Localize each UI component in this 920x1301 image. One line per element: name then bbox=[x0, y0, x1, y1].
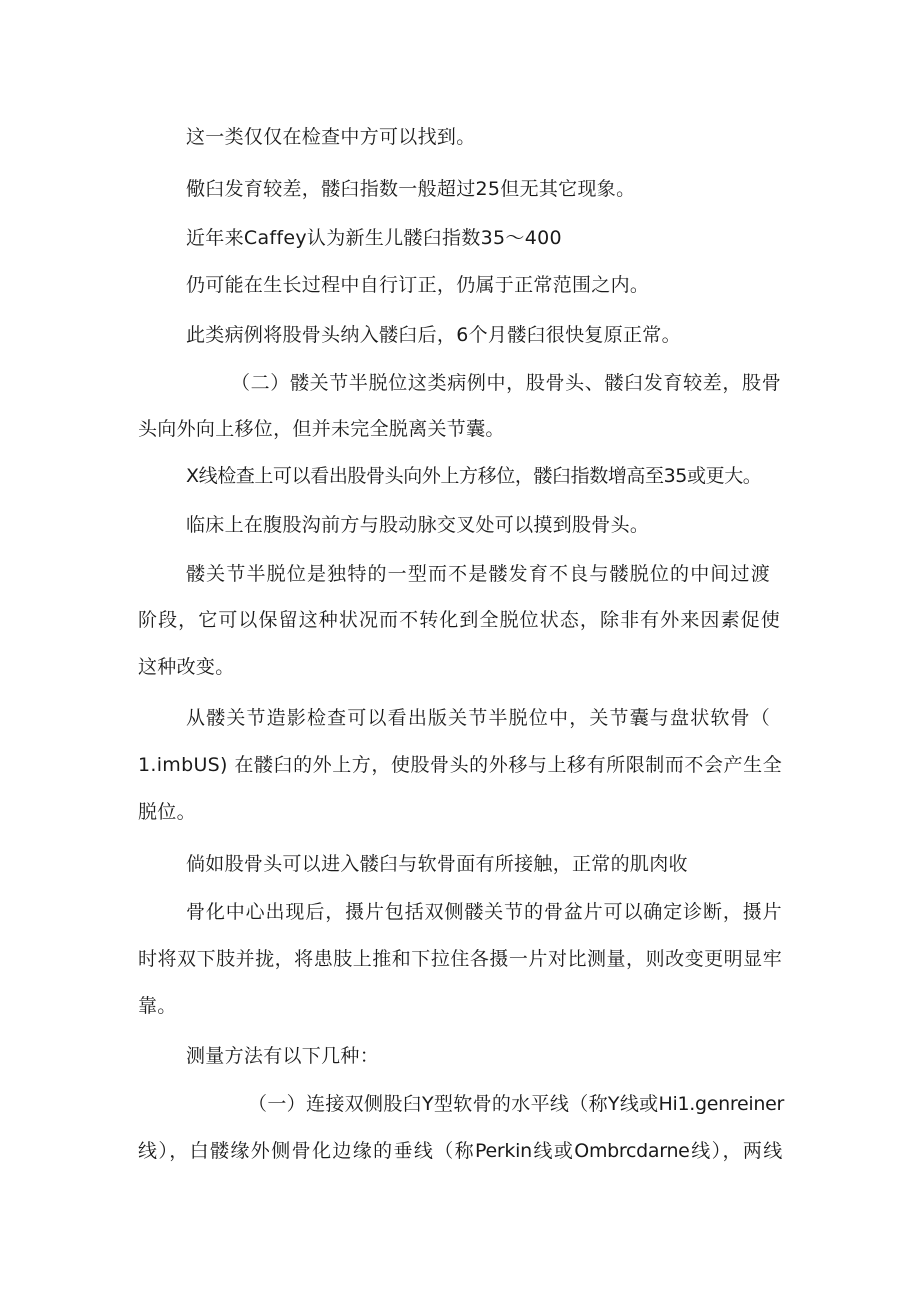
paragraph-line: 时将双下肢并拢，将患肢上推和下拉住各摄一片对比测量，则改变更明显牢 bbox=[138, 948, 782, 970]
paragraph-line: 线），白髅缘外侧骨化边缘的垂线（称Perkin线或Ombrcdarne线），两线 bbox=[138, 1140, 782, 1162]
paragraph-line: X线检查上可以看出股骨头向外上方移位，髅臼指数增高至35或更大。 bbox=[186, 465, 762, 487]
paragraph-line: 测量方法有以下几种： bbox=[186, 1045, 380, 1067]
paragraph-line: 阶段，它可以保留这种状况而不转化到全脱位状态，除非有外来因素促使 bbox=[138, 609, 780, 631]
paragraph-line: 1.imbUS) 在髅臼的外上方，使股骨头的外移与上移有所限制而不会产生全 bbox=[138, 754, 782, 776]
paragraph-line: 骨化中心出现后，摄片包括双侧髅关节的骨盆片可以确定诊断，摄片 bbox=[186, 901, 782, 923]
paragraph-line: 头向外向上移位，但并未完全脱离关节囊。 bbox=[138, 418, 505, 440]
paragraph-line: 这种改变。 bbox=[138, 656, 235, 678]
paragraph-line: （二）髅关节半脱位这类病例中，股骨头、髅臼发育较差，股骨 bbox=[231, 372, 781, 394]
paragraph-line: 髅关节半脱位是独特的一型而不是髅发育不良与髅脱位的中间过渡 bbox=[186, 563, 770, 585]
paragraph-line: 临床上在腹股沟前方与股动脉交叉处可以摸到股骨头。 bbox=[186, 514, 650, 536]
paragraph-line: 儆臼发育较差，髅臼指数一般超过25但无其它现象。 bbox=[186, 178, 636, 200]
paragraph-line: 脱位。 bbox=[138, 801, 196, 823]
paragraph-line: 近年来Caffey认为新生儿髅臼指数35〜400 bbox=[186, 227, 562, 249]
paragraph-line: 这一类仅仅在检查中方可以找到。 bbox=[186, 126, 476, 148]
paragraph-line: （一）连接双侧股臼Y型软骨的水平线（称Y线或Hi1.genreiner bbox=[248, 1093, 784, 1115]
paragraph-line: 仍可能在生长过程中自行订正，仍属于正常范围之内。 bbox=[186, 274, 650, 296]
paragraph-line: 此类病例将股骨头纳入髅臼后，6个月髅臼很快复原正常。 bbox=[186, 324, 681, 346]
paragraph-line: 靠。 bbox=[138, 995, 177, 1017]
paragraph-line: 倘如股骨头可以进入髅臼与软骨面有所接触，正常的肌肉收 bbox=[186, 853, 688, 875]
paragraph-line: 从髅关节造影检查可以看出版关节半脱位中，关节囊与盘状软骨（ bbox=[186, 707, 770, 729]
